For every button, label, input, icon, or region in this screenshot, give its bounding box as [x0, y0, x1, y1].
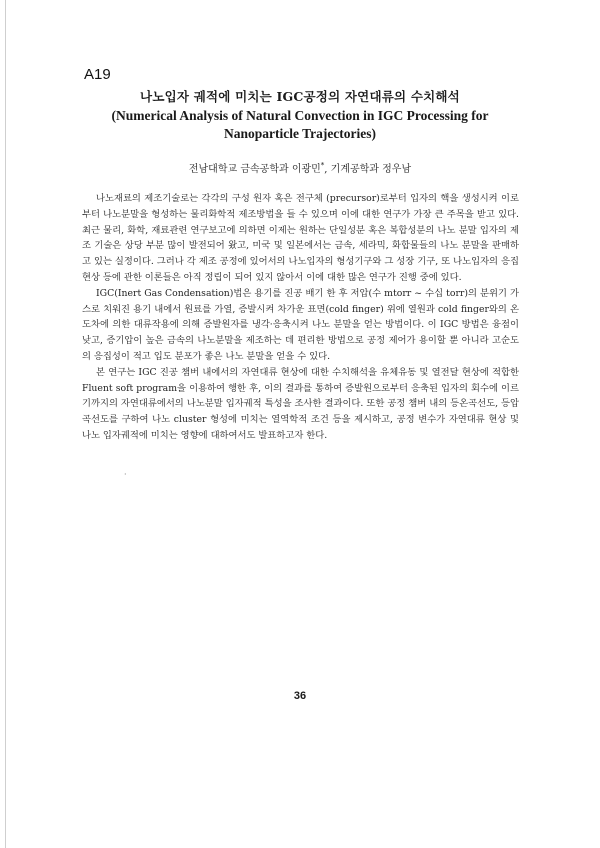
author-line-second: , 기계공학과 정우남 [324, 164, 412, 175]
abstract-code: A19 [84, 66, 111, 83]
paragraph-3: 본 연구는 IGC 진공 챔버 내에서의 자연대류 현상에 대한 수치해석을 유체유동 및 열전달 현상에 적합한 Fluent soft program을 이용하여 행한 후, 이의 결과를 통하여 증발원으로부터 응축된 입자의 회수에 이르기까지의 자연대류에서의 나노분말 입자궤적 특성을 조사한 결과이다. 또한 공정 챔버 내의 등온곡선도, 등압곡선도를 구하여 나노 cluster 형성에 미치는 열역학적 조건 등을 제시하고, 공정 변수가 자연대류 현상 및 나노 입자궤적에 미치는 영향에 대하여서도 발표하고자 한다. [82, 366, 519, 441]
page-number: 36 [293, 690, 307, 702]
title-english-line1: (Numerical Analysis of Natural Convection in IGC Processing for [111, 108, 489, 123]
paragraph-1: 나노재료의 제조기술로는 각각의 구성 원자 혹은 전구체 (precursor)로부터 입자의 핵을 생성시켜 이로부터 나노분말을 형성하는 물리화학적 제조방법을 들 수 있으며 이에 대한 연구가 가장 큰 주목을 받고 있다. 최근 물리, 화학, 재료관련 연구보고에 의하면 이제는 원하는 단일성분 혹은 복합성분의 나노 분말 입자의 제조 기술은 상당 부분 많이 발전되어 왔고, 미국 및 일본에서는 금속, 세라믹, 화합물들의 나노 분말을 판매하고 있는 실정이다. 그러나 각 제조 공정에 있어서의 나노입자의 형성기구와 그 성장 기구, 또 나노입자의 응집현상 등에 관한 이론들은 아직 정립이 되어 있지 않아서 이에 대한 많은 연구가 진행 중에 있다. [82, 193, 519, 283]
author-affiliation [80, 160, 520, 175]
title-korean: 나노입자 궤적에 미치는 IGC공정의 자연대류의 수치해석 [140, 89, 460, 104]
paragraph-2: IGC(Inert Gas Condensation)법은 용기를 진공 배기 한 후 저압(수 mtorr ~ 수십 torr)의 분위기 가스로 치워진 용기 내에서 원료를 가열, 증발시켜 차가운 표면(cold finger) 위에 열원과 cold finger와의 온도차에 의한 대류작용에 의해 증발원자를 냉각·응축시켜 나노 분말을 얻는 방법이다. 이 IGC 방법은 융점이 낮고, 증기압이 높은 금속의 나노분말을 제조하는 데 편리한 방법으로 공정 제어가 용이할 뿐 아니라 고순도의 응집성이 적고 입도 분포가 좋은 나노 분말을 얻을 수 있다. [82, 287, 519, 362]
scan-edge-line [5, 0, 6, 848]
title-block [80, 88, 520, 142]
abstract-body [82, 191, 519, 444]
title-english-line2: Nanoparticle Trajectories) [223, 126, 377, 141]
author-line-first: 전남대학교 금속공학과 이광민 [188, 164, 321, 175]
corresponding-author-mark: * [320, 161, 325, 170]
scan-speck: · [124, 470, 127, 479]
